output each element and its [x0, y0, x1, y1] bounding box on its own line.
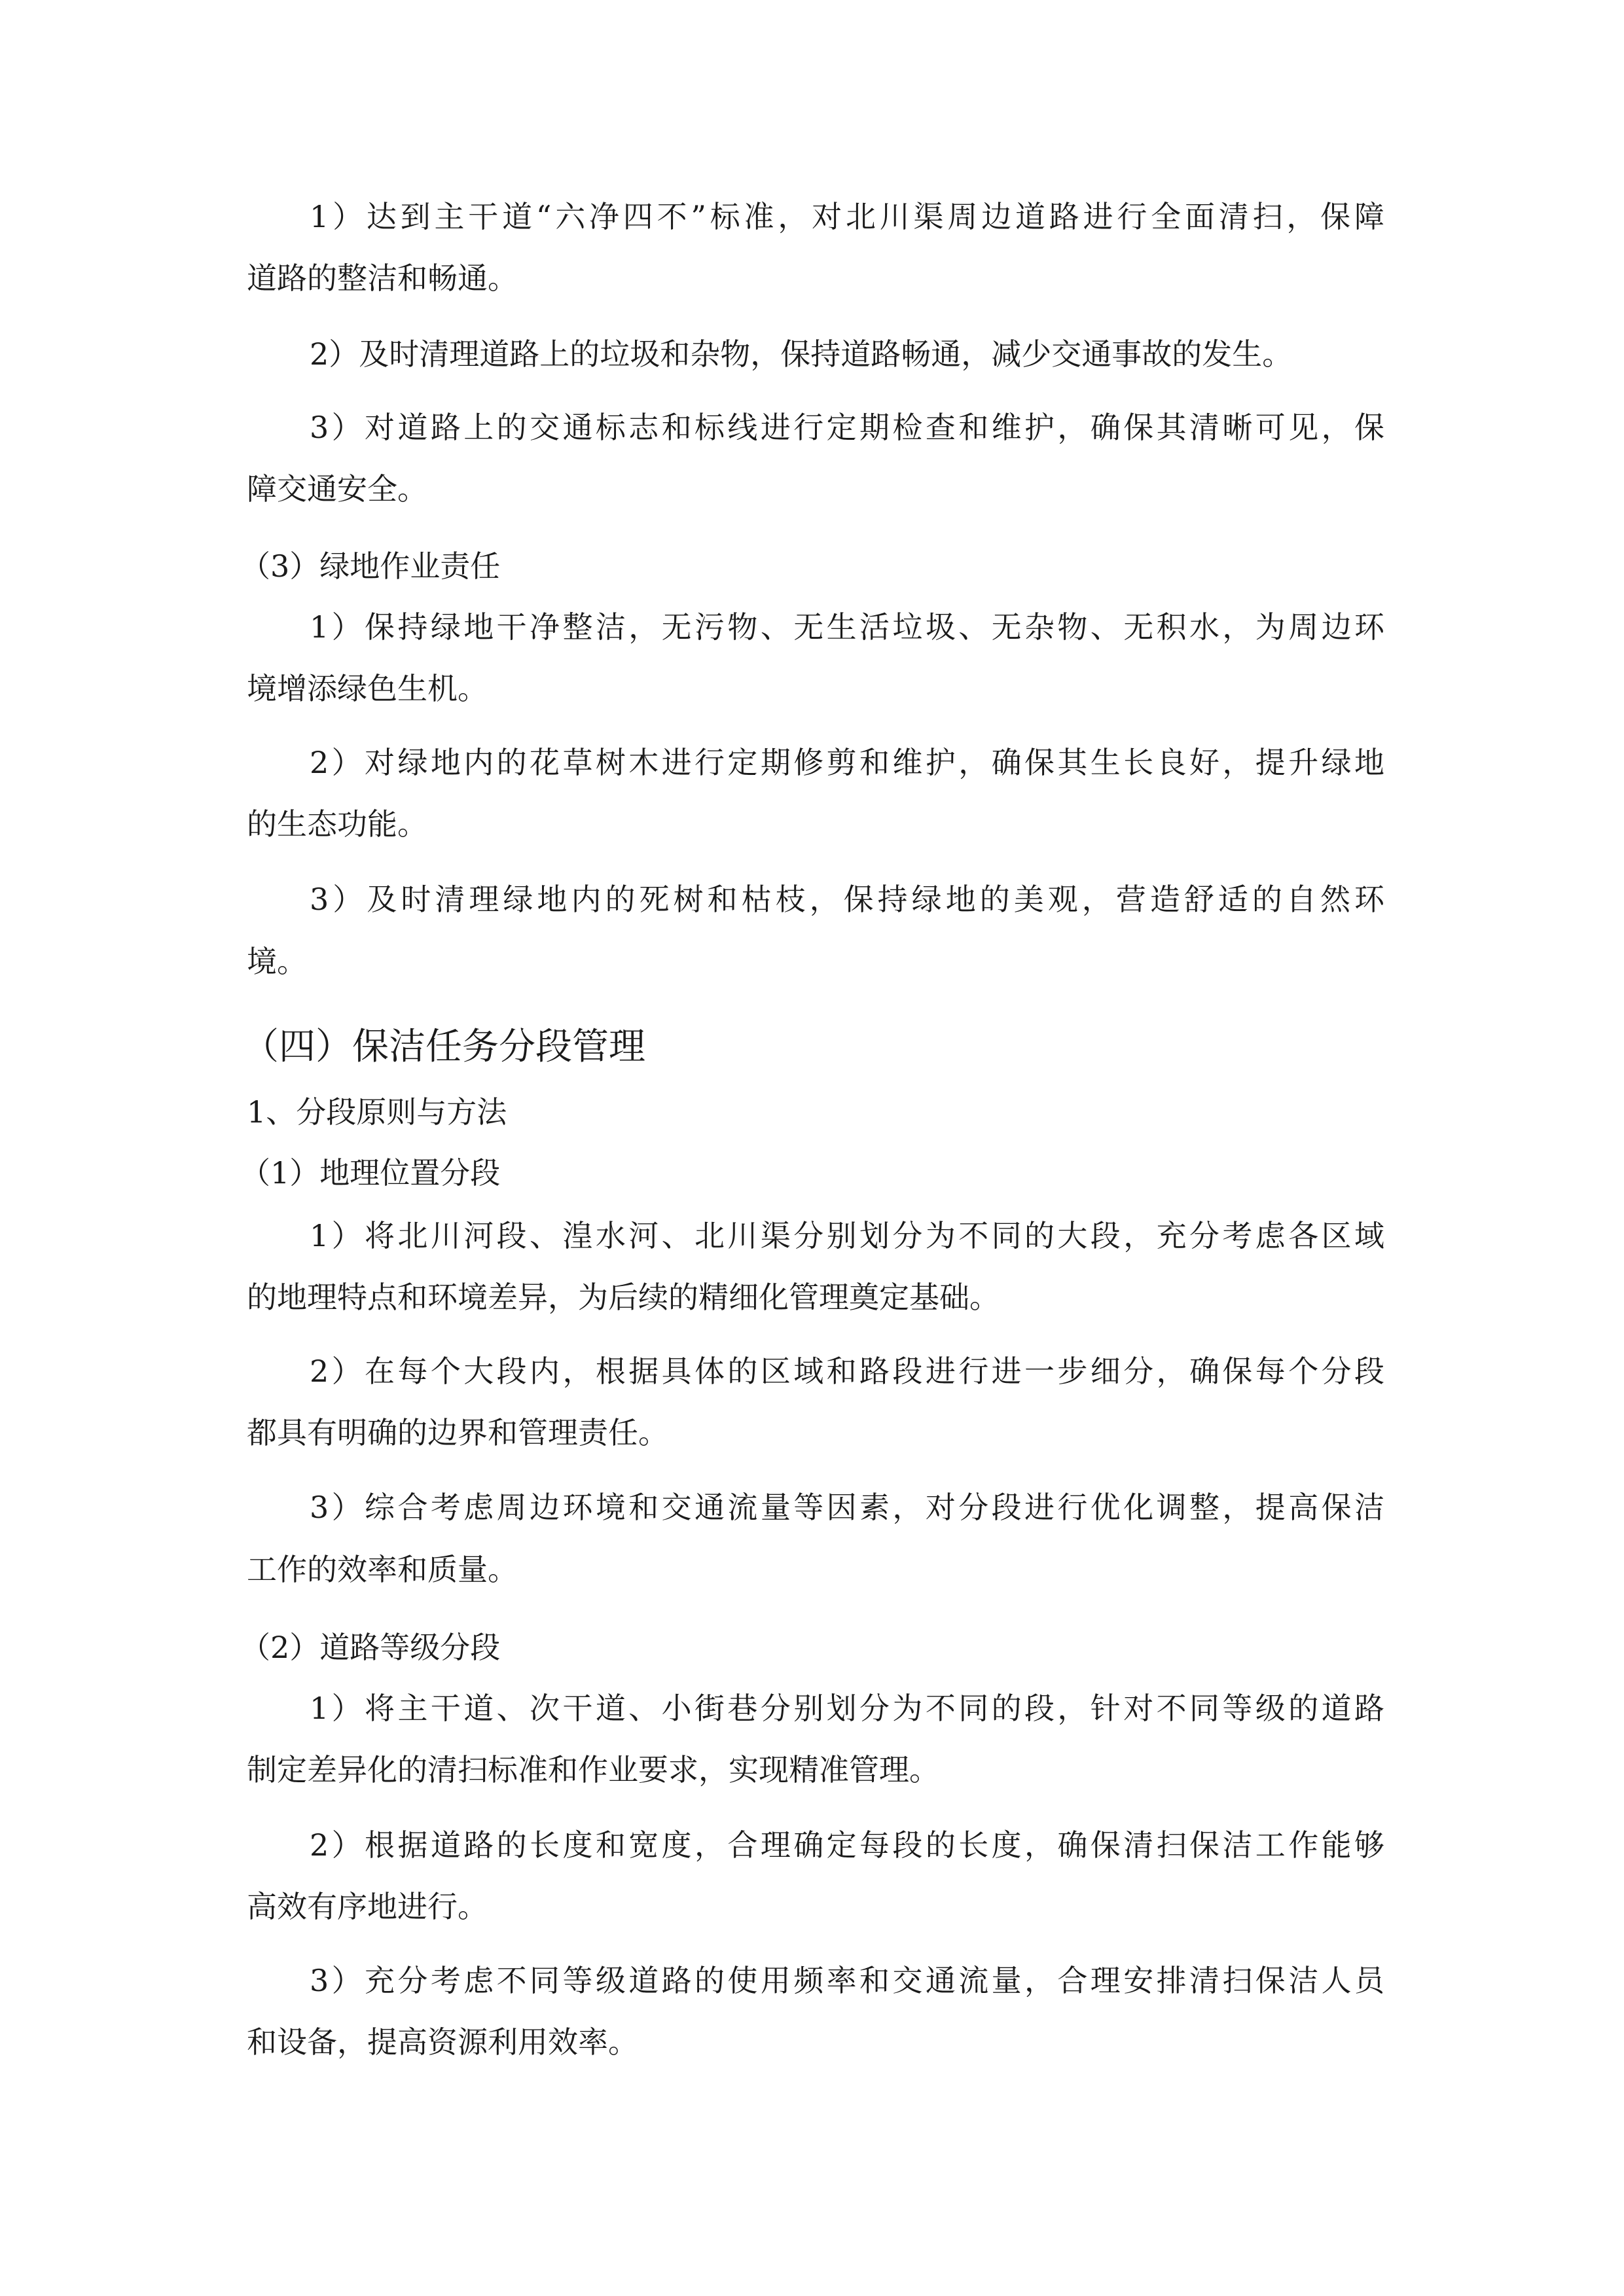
- green-heading: （3）绿地作业责任: [240, 548, 501, 584]
- green-item-2-line-2: 的生态功能。: [247, 806, 427, 842]
- road-item-3-line-1: 3）对道路上的交通标志和标线进行定期检查和维护，确保其清晰可见，保: [310, 410, 1384, 445]
- green-item-1-line-1: 1）保持绿地干净整洁，无污物、无生活垃圾、无杂物、无积水，为周边环: [310, 609, 1384, 645]
- grade-item-3-line-1: 3）充分考虑不同等级道路的使用频率和交通流量，合理安排清扫保洁人员: [310, 1963, 1384, 1998]
- section-subheading: 1、分段原则与方法: [247, 1094, 507, 1130]
- geo-item-3-line-2: 工作的效率和质量。: [247, 1552, 518, 1587]
- green-item-1-line-2: 境增添绿色生机。: [247, 671, 488, 706]
- grade-item-3-line-2: 和设备，提高资源利用效率。: [247, 2024, 638, 2060]
- grade-item-2-line-2: 高效有序地进行。: [247, 1889, 488, 1924]
- geo-item-1-line-1: 1）将北川河段、湟水河、北川渠分别划分为不同的大段，充分考虑各区域: [310, 1218, 1384, 1253]
- road-item-1-line-1: 1）达到主干道“六净四不”标准，对北川渠周边道路进行全面清扫，保障: [310, 199, 1384, 234]
- green-item-2-line-1: 2）对绿地内的花草树木进行定期修剪和维护，确保其生长良好，提升绿地: [310, 745, 1384, 780]
- geo-item-2-line-2: 都具有明确的边界和管理责任。: [247, 1415, 668, 1450]
- grade-item-1-line-2: 制定差异化的清扫标准和作业要求，实现精准管理。: [247, 1752, 939, 1787]
- geo-item-3-line-1: 3）综合考虑周边环境和交通流量等因素，对分段进行优化调整，提高保洁: [310, 1490, 1384, 1525]
- road-item-1-line-2: 道路的整洁和畅通。: [247, 260, 518, 296]
- geo-item-1-line-2: 的地理特点和环境差异，为后续的精细化管理奠定基础。: [247, 1280, 1000, 1315]
- road-item-2-line-1: 2）及时清理道路上的垃圾和杂物，保持道路畅通，减少交通事故的发生。: [310, 336, 1293, 372]
- section-heading: （四）保洁任务分段管理: [242, 1026, 645, 1068]
- geo-heading: （1）地理位置分段: [240, 1155, 501, 1191]
- grade-heading: （2）道路等级分段: [240, 1630, 501, 1665]
- grade-item-2-line-1: 2）根据道路的长度和宽度，合理确定每段的长度，确保清扫保洁工作能够: [310, 1827, 1384, 1863]
- green-item-3-line-2: 境。: [247, 944, 307, 979]
- green-item-3-line-1: 3）及时清理绿地内的死树和枯枝，保持绿地的美观，营造舒适的自然环: [310, 882, 1384, 917]
- road-item-3-line-2: 障交通安全。: [247, 471, 427, 507]
- geo-item-2-line-1: 2）在每个大段内，根据具体的区域和路段进行进一步细分，确保每个分段: [310, 1354, 1384, 1389]
- grade-item-1-line-1: 1）将主干道、次干道、小街巷分别划分为不同的段，针对不同等级的道路: [310, 1691, 1384, 1726]
